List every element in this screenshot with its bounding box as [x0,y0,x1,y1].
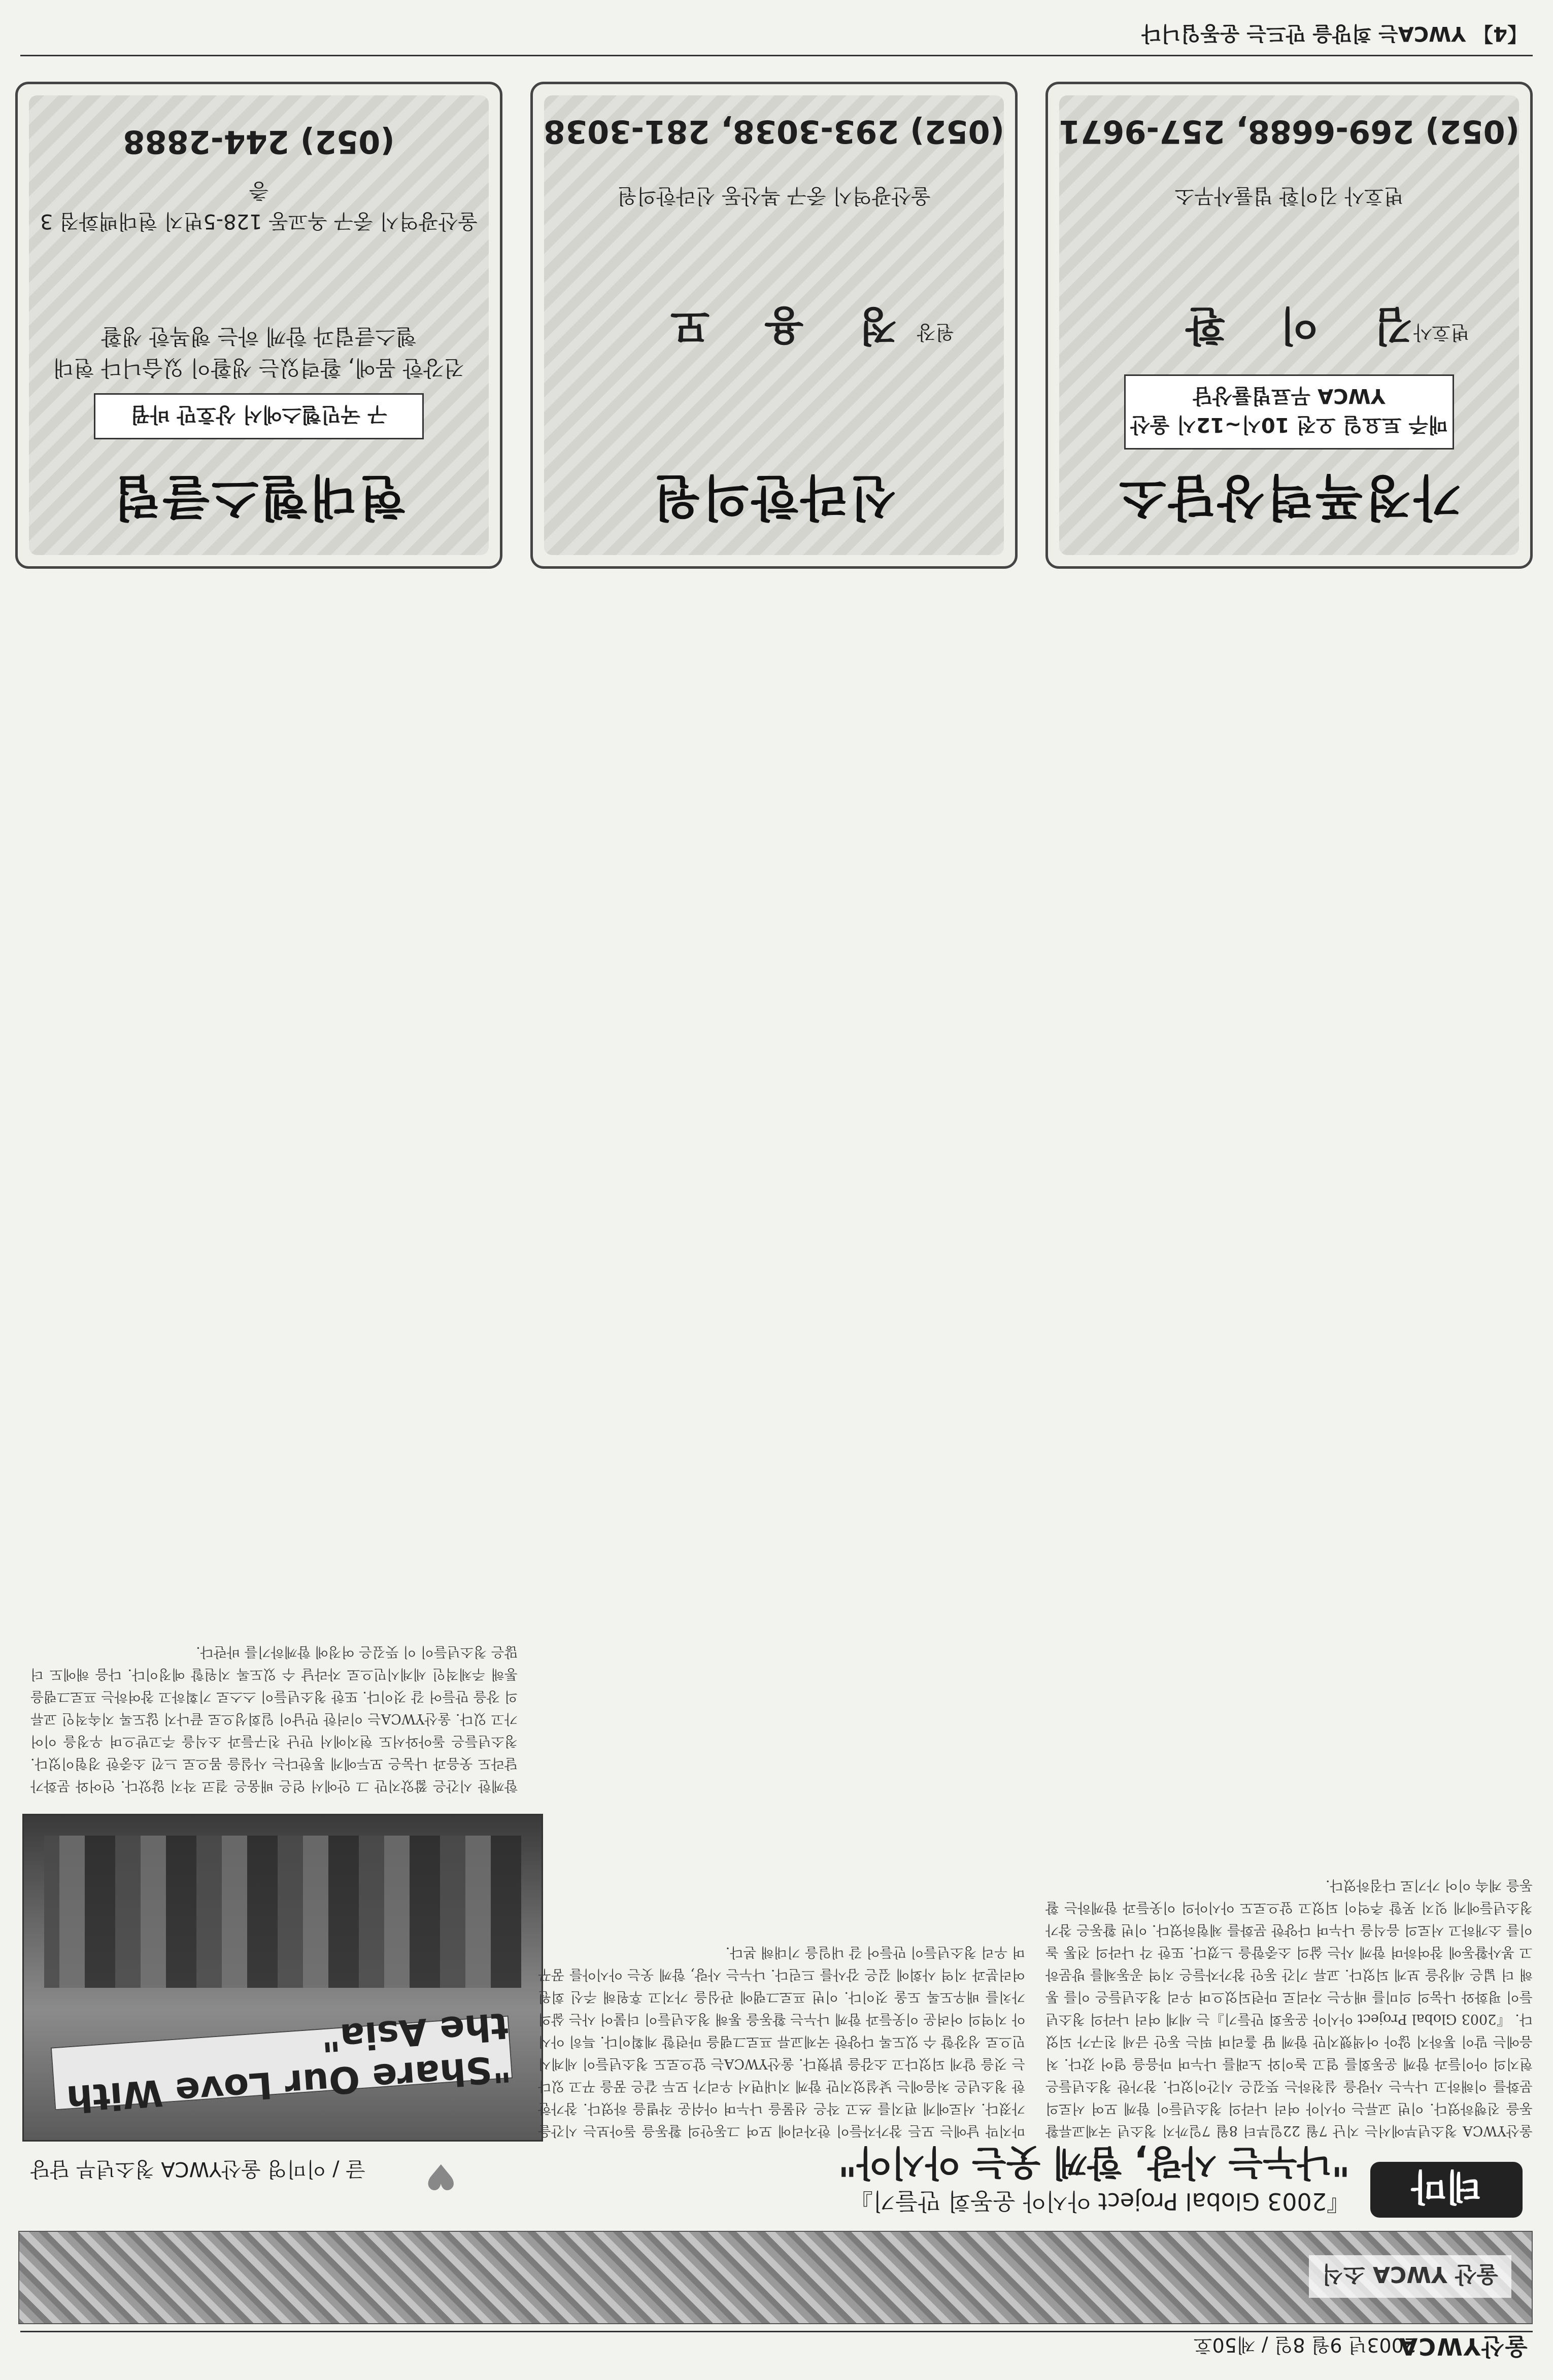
feature-heading [20,2142,1533,2228]
ad-tag: 매주 토요일 오전 10시~12시 울산 YWCA 무료법률상담 [1124,374,1454,450]
ad-name: 김 이 환 [1165,302,1413,349]
heart-icon: ♥ [425,2156,457,2197]
theme-badge: 테마 [1370,2162,1523,2218]
article-column-1: 울산YWCA 청소년부에서는 지난 7월 22일부터 8월 7일까지 청소년 국제교류활동을 진행하였다. 이번 교류는 아시아 여러 나라의 청소년들이 함께 모여 서로의 문화를 이해하고 나누는 사랑을 실천하는 뜻깊은 시간이었다. 참가한 청소년들은 현지의 아이들과 함께 운동회를 열고 놀이와 노래를 나누며 마음을 열어 갔다. 처음에는 말이 통하지 않아 어색했지만 함께 땀 흘리며 뛰는 동안 금세 친구가 되었다. 『2003 Global Project 아시아 운동회 만들기』는 세계 여러 나라의 청소년들이 평화와 나눔의 의미를 배우는 자리로 마련되었으며 우리 청소년들은 이를 통해 더 넓은 세상을 보게 되었다. 교류 기간 동안 참가자들은 지역 공동체를 방문하고 봉사활동에 참여하며 함께 사는 삶의 소중함을 느꼈다. 또한 각 나라의 전통 놀이를 소개하고 서로의 음식을 나누며 다양한 문화를 체험하였다. 이번 활동은 참가 청소년들에게 잊지 못할 추억이 되었고 앞으로도 아시아의 이웃들과 함께하는 활동을 계속 이어 가기로 다짐하였다. [1045,1877,1533,2138]
article-column-3: 함께한 시간은 짧았지만 그 안에서 얻은 배움은 결코 작지 않았다. 언어와 문화가 달라도 웃음과 나눔은 모두에게 통한다는 사실을 몸으로 느낀 소중한 경험이었다. 청소년들은 돌아와서도 현지에서 만난 친구들과 소식을 주고받으며 우정을 이어 가고 있다. 울산YWCA는 이러한 만남이 일회성으로 끝나지 않도록 지속적인 교류의 장을 만들어 갈 것이다. 또한 청소년들이 스스로 기획하고 참여하는 프로그램을 통해 주체적인 세계시민으로 자라날 수 있도록 지원할 예정이다. 다음 해에도 더 많은 청소년들이 이 뜻깊은 여정에 함께하기를 바란다. [30,1644,518,1793]
article-column-2: 마지막 날에는 모든 참가자들이 한자리에 모여 그동안의 활동을 돌아보는 시간을 가졌다. 서로에게 편지를 쓰고 작은 선물을 나누며 아쉬운 작별을 하였다. 참가한 한 청소년은 처음에는 낯설었지만 함께 지내면서 우리가 모두 같은 꿈을 꾸고 있다는 것을 알게 되었다고 소감을 밝혔다. 울산YWCA는 앞으로도 청소년들이 세계시민으로 성장할 수 있도록 다양한 국제교류 프로그램을 마련할 계획이다. 특히 아시아 지역의 어려운 이웃들과 함께 나누는 활동을 통해 청소년들이 더불어 사는 삶의 가치를 배우도록 도울 것이다. 이번 프로그램에 관심을 가지고 후원해 주신 회원 여러분과 지역 사회에 깊은 감사를 드린다. 나누는 사랑, 함께 웃는 아시아를 꿈꾸며 우리 청소년들이 만들어 갈 내일을 기대해 본다. [538,1944,1025,2138]
ad-phone: (052) 293-3038, 281-3038 [543,113,1005,150]
banner-caption: 울산 YWCA 소식 [1309,2255,1511,2298]
ad-title: 가정폭력상담소 [1117,469,1461,526]
ad-tag: 구 국민헬스에서 상호만 바뀜 [94,393,424,439]
footer-label: 【4】 YWCA는 희망을 만드는 운동입니다 [1141,22,1528,45]
ad-health-club [15,82,502,569]
photo-people [44,1836,521,1988]
page-header [20,2331,1533,2368]
ad-role: 원장 [917,321,954,343]
ad-phone: (052) 269-6688, 257-9671 [1058,113,1520,150]
ad-address: 울산광역시 중구 복산동 신라한의원 [617,184,931,208]
ad-name: 정 용 모 [650,302,898,349]
ad-counseling-center [1045,82,1533,569]
page-footer [20,24,1533,56]
ad-clinic [530,82,1018,569]
ad-title: 신라한의원 [651,469,897,526]
feature-title: "나누는 사랑, 함께 웃는 아시아" [838,2142,1350,2184]
event-photo [22,1814,543,2142]
ad-role: 변호사 [1413,321,1469,343]
ad-address: 울산광역시 중구 옥교동 128-5번지 현대백화점 3층 [40,179,478,233]
ad-slogan: 건강한 몸에, 활력있는 생활이 있습니다 현대헬스클럽과 함께 하는 행복한 생활 [53,324,465,381]
feature-byline: 글 / 이미영 울산YWCA 청소년부 담당 [30,2157,365,2181]
ad-address: 변호사 김이환 법률사무소 [1174,184,1404,208]
ad-title: 현대헬스클럽 [111,469,407,526]
decorative-banner [18,2231,1533,2324]
ad-phone: (052) 244-2888 [123,123,395,160]
newsletter-brand: 울산YWCA [1398,2333,1528,2360]
photo-banner-text: "Share Our Love With the Asia" [51,2016,513,2111]
issue-info: 2003년 9월 8일 / 제50호 [1193,2334,1416,2356]
feature-subtitle: 『2003 Global Project 아시아 운동회 만들기』 [849,2188,1350,2215]
